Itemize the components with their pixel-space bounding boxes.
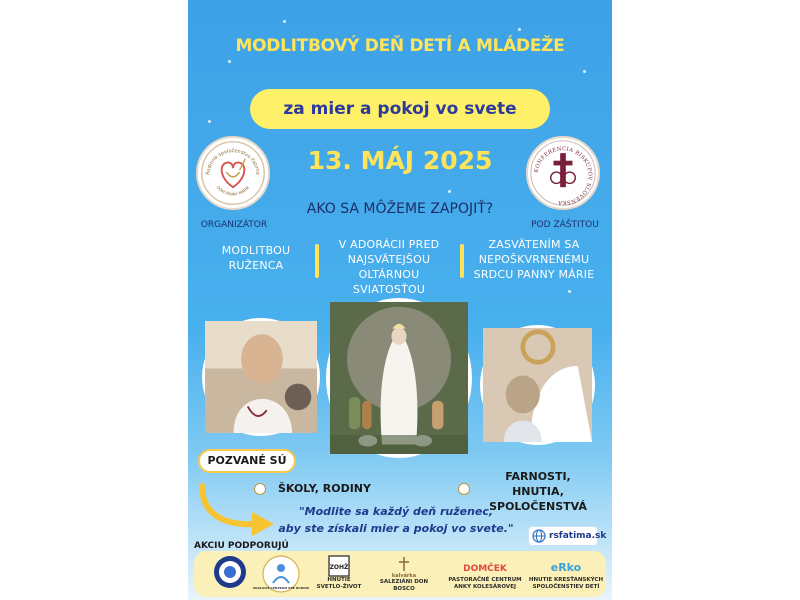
svg-text:kalvárka: kalvárka (391, 573, 417, 579)
supporters-strip (194, 551, 606, 597)
family-center-logo-icon (252, 555, 310, 593)
svg-text:Rodinné spoločenstvo Fatima: Rodinné spoločenstvo Fatima (205, 148, 261, 176)
svg-text:eRko: eRko (550, 561, 582, 574)
photo-child-at-statue (480, 325, 595, 445)
way-line: V ADORÁCII PRED (338, 238, 440, 251)
supporter-6 (528, 555, 604, 590)
invited-line: FARNOSTI, HNUTIA, (505, 470, 571, 498)
website-link[interactable] (528, 526, 607, 546)
event-date: 13. MÁJ 2025 (307, 146, 493, 175)
website-text: rsfatima.sk (549, 531, 607, 541)
supporter-line: SPOLOČENSTIEV DETÍ (532, 583, 600, 590)
domcek-logo-icon (462, 555, 508, 577)
divider-bar (315, 244, 319, 278)
sparkle (583, 70, 586, 73)
sparkle (518, 28, 521, 31)
way-line: OLTÁRNOU (358, 268, 420, 281)
radio-bullet-icon (458, 483, 470, 495)
invited-line: ŠKOLY, RODINY (278, 482, 371, 495)
patron-caption: POD ZÁŠTITOU (531, 220, 599, 230)
way-adoration (324, 237, 454, 297)
organizer-logo-icon (198, 138, 268, 208)
event-poster (188, 0, 612, 600)
patron-seal (526, 136, 600, 210)
supporter-line: HNUTIE KRESŤANSKÝCH (528, 577, 604, 583)
sparkle (208, 120, 211, 123)
organizer-seal (196, 136, 270, 210)
how-to-join-heading: AKO SA MÔŽEME ZAPOJIŤ? (306, 201, 494, 217)
svg-text:KONFERENCIA BISKUPOV SLOVENSKA: KONFERENCIA BISKUPOV SLOVENSKA (533, 146, 593, 206)
sparkle (283, 20, 286, 23)
photo-fatima-statue (326, 298, 472, 458)
way-consecration (462, 237, 606, 282)
way-line: SVIATOSŤOU (352, 283, 426, 296)
supporters-heading: AKCIU PODPORUJÚ (194, 541, 289, 551)
organizer-caption: ORGANIZÁTOR (200, 220, 268, 230)
kalvarka-logo-icon (391, 555, 417, 579)
supporter-seal-icon (213, 555, 247, 589)
way-line: ZASVÄTENÍM SA (488, 238, 580, 251)
way-line: NEPOŠKVRNENÉMU (478, 253, 590, 266)
way-line: MODLITBOU (221, 244, 291, 257)
poster-title: MODLITBOVÝ DEŇ DETÍ A MLÁDEŽE (235, 36, 565, 56)
sparkle (568, 290, 571, 293)
way-line: RUŽENCA (228, 259, 284, 272)
supporter-line: ANKY KOLESÁROVEJ (453, 583, 516, 590)
supporter-3 (314, 555, 364, 590)
supporter-4 (372, 555, 436, 592)
sparkle (228, 60, 231, 63)
invited-schools-families (278, 481, 371, 496)
supporter-line: SVETLO-ŽIVOT (316, 583, 362, 590)
supporter-1 (210, 555, 250, 589)
quote-line: "Modlite sa každý deň ruženec, (298, 505, 494, 518)
supporter-2 (252, 555, 310, 593)
way-line: NAJSVÄTEJŠOU (347, 253, 431, 266)
supporter-line: SALEZIÁNI DON BOSCO (379, 579, 429, 592)
way-rosary (210, 243, 302, 273)
bishops-conference-logo-icon (528, 138, 598, 208)
way-line: SRDCU PANNY MÁRIE (473, 268, 595, 281)
invited-line: SPOLOČENSTVÁ (489, 500, 587, 513)
svg-text:DOMČEK: DOMČEK (463, 564, 507, 574)
photo-child-praying-rosary (202, 318, 320, 436)
rosary-quote (246, 503, 546, 537)
svg-text:ANGLICKÉ CENTRUM PRE RODINU: ANGLICKÉ CENTRUM PRE RODINU (252, 586, 310, 590)
supporter-line: HNUTIE (327, 577, 351, 583)
globe-icon (532, 529, 546, 543)
supporter-line: PASTORAČNÉ CENTRUM (448, 577, 522, 583)
zohz-logo-icon (328, 555, 350, 577)
erko-logo-icon (546, 555, 586, 577)
svg-text:DOM PANNY MÁRIE: DOM PANNY MÁRIE (215, 184, 251, 197)
subtitle-pill: za mier a pokoj vo svete (250, 89, 550, 129)
supporter-5 (446, 555, 524, 590)
sparkle (448, 190, 451, 193)
svg-text:ZOHŽ: ZOHŽ (329, 564, 349, 571)
invited-label: POZVANÉ SÚ (198, 449, 296, 473)
quote-line: aby ste získali mier a pokoj vo svete." (278, 522, 514, 535)
